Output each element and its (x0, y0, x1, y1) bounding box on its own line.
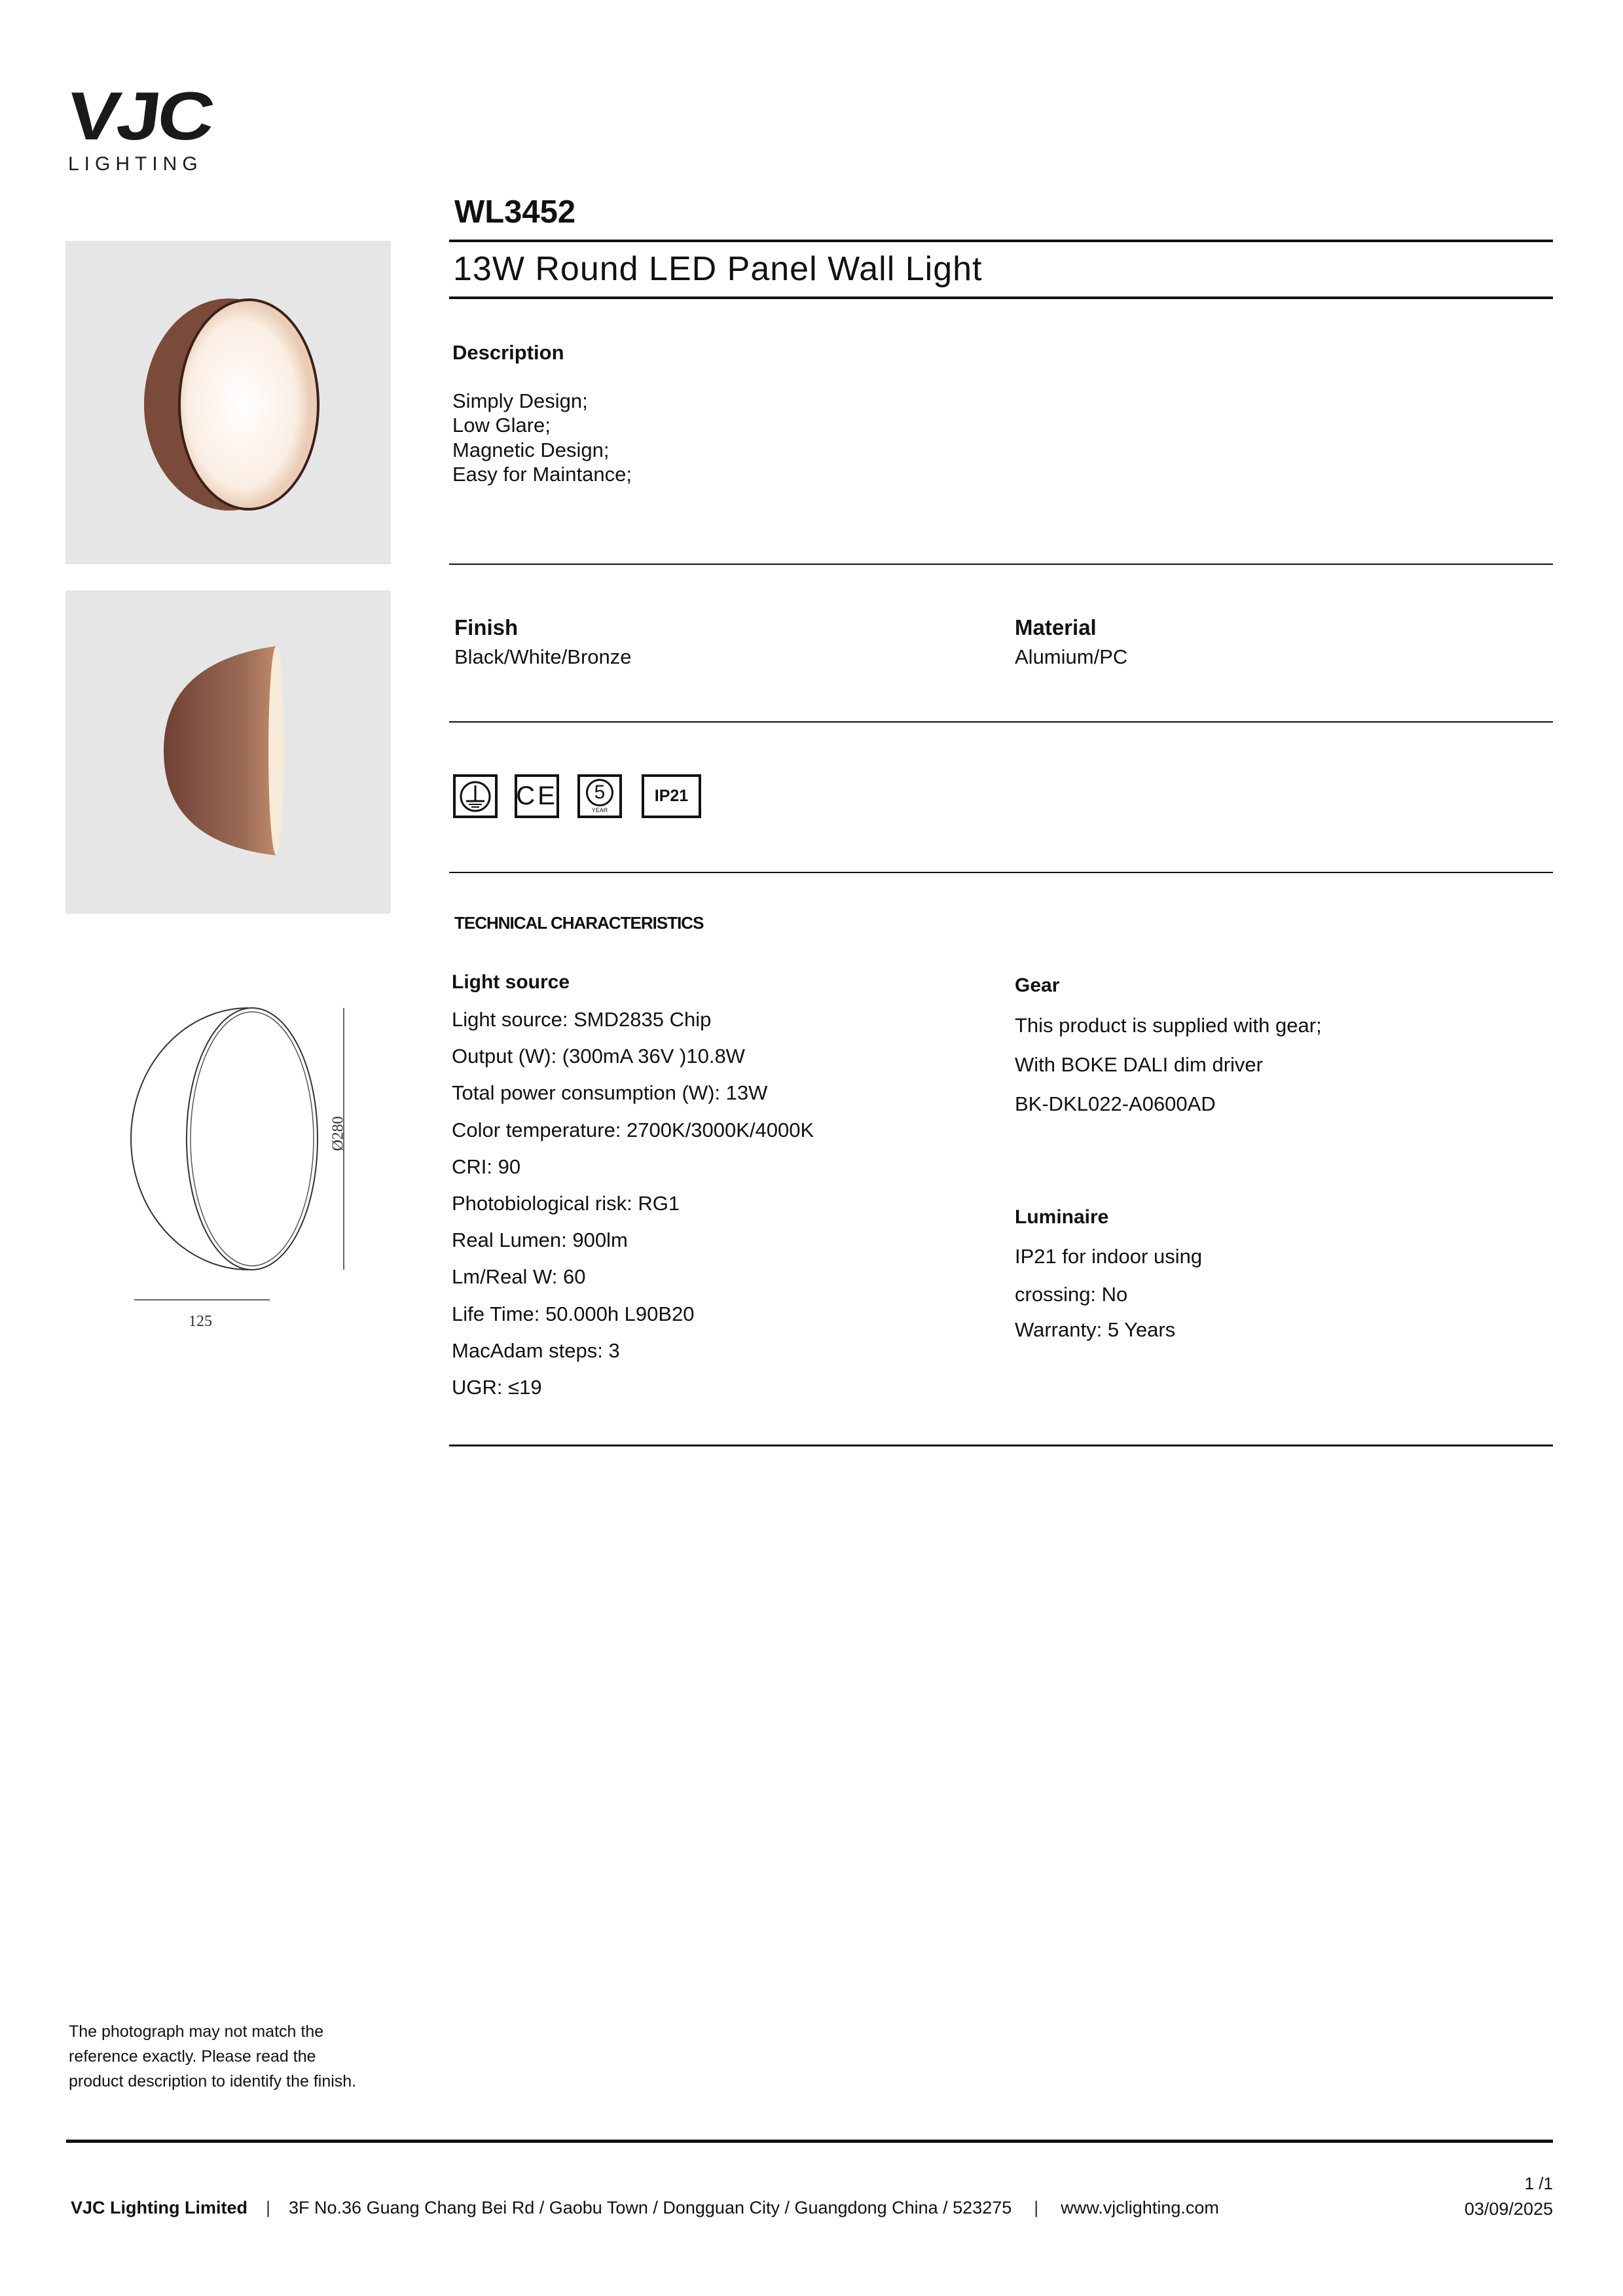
light-source-item: MacAdam steps: 3 (452, 1338, 620, 1362)
light-source-item: Output (W): (300mA 36V )10.8W (452, 1045, 745, 1068)
light-source-item: Total power consumption (W): 13W (452, 1081, 768, 1105)
technical-drawing (98, 995, 393, 1338)
product-photo-side (65, 590, 391, 914)
footer (71, 2198, 1219, 2218)
ce-mark-icon: CE (515, 774, 559, 818)
luminaire-item: Warranty: 5 Years (1015, 1318, 1176, 1341)
luminaire-item: IP21 for indoor using (1015, 1245, 1203, 1268)
description-line: Low Glare; (452, 414, 551, 437)
depth-dimension: 125 (189, 1313, 212, 1330)
logo-sub: LIGHTING (68, 153, 203, 175)
product-code: WL3452 (454, 194, 576, 230)
footer-date: 03/09/2025 (1464, 2199, 1553, 2219)
material-heading: Material (1015, 615, 1097, 639)
light-source-heading: Light source (452, 971, 570, 993)
divider (449, 1444, 1553, 1446)
light-source-item: Real Lumen: 900lm (452, 1229, 628, 1252)
gear-item: BK-DKL022-A0600AD (1015, 1092, 1216, 1115)
photo-disclaimer: The photograph may not match the (69, 2022, 324, 2041)
logo (63, 79, 216, 175)
divider (449, 721, 1553, 723)
light-source-item: CRI: 90 (452, 1155, 521, 1178)
footer-divider (66, 2140, 1553, 2143)
footer-company: VJC Lighting Limited (71, 2198, 247, 2217)
gear-item: This product is supplied with gear; (1015, 1014, 1322, 1037)
footer-address: 3F No.36 Guang Chang Bei Rd / Gaobu Town / Dongguan City / Guangdong China / 523275 (289, 2198, 1012, 2217)
tech-heading: TECHNICAL CHARACTERISTICS (454, 913, 704, 933)
divider (449, 240, 1553, 242)
gear-item: With BOKE DALI dim driver (1015, 1053, 1263, 1076)
page-number: 1 /1 (1524, 2174, 1553, 2193)
luminaire-heading: Luminaire (1015, 1206, 1109, 1228)
light-source-item: Life Time: 50.000h L90B20 (452, 1302, 695, 1325)
photo-disclaimer: product description to identify the finish. (69, 2072, 357, 2090)
separator: | (266, 2198, 271, 2217)
finish-heading: Finish (454, 615, 519, 639)
description-line: Magnetic Design; (452, 439, 610, 461)
product-title: 13W Round LED Panel Wall Light (453, 250, 983, 288)
divider (449, 872, 1553, 873)
light-source-item: Photobiological risk: RG1 (452, 1192, 680, 1215)
product-photo-front (65, 241, 391, 564)
description-line: Simply Design; (452, 389, 588, 412)
light-source-item: Light source: SMD2835 Chip (452, 1008, 712, 1031)
description-line: Easy for Maintance; (452, 463, 632, 486)
warranty-5-year-icon: 5 YEAR (577, 774, 622, 818)
separator: | (1034, 2198, 1039, 2217)
logo-brand: VJC (63, 79, 216, 154)
material-value: Alumium/PC (1015, 645, 1128, 668)
light-source-item: UGR: ≤19 (452, 1376, 542, 1399)
luminaire-item: crossing: No (1015, 1283, 1128, 1306)
footer-website[interactable]: www.vjclighting.com (1061, 2198, 1219, 2217)
earth-ground-icon (453, 774, 498, 818)
finish-value: Black/White/Bronze (454, 645, 632, 668)
diameter-dimension: Ø280 (329, 1116, 347, 1151)
divider (449, 296, 1553, 299)
light-source-item: Lm/Real W: 60 (452, 1265, 586, 1289)
gear-heading: Gear (1015, 975, 1060, 996)
light-source-item: Color temperature: 2700K/3000K/4000K (452, 1118, 814, 1141)
divider (449, 564, 1553, 565)
photo-disclaimer: reference exactly. Please read the (69, 2047, 316, 2066)
description-heading: Description (452, 341, 564, 364)
ip21-rating-badge: IP21 (642, 774, 701, 818)
